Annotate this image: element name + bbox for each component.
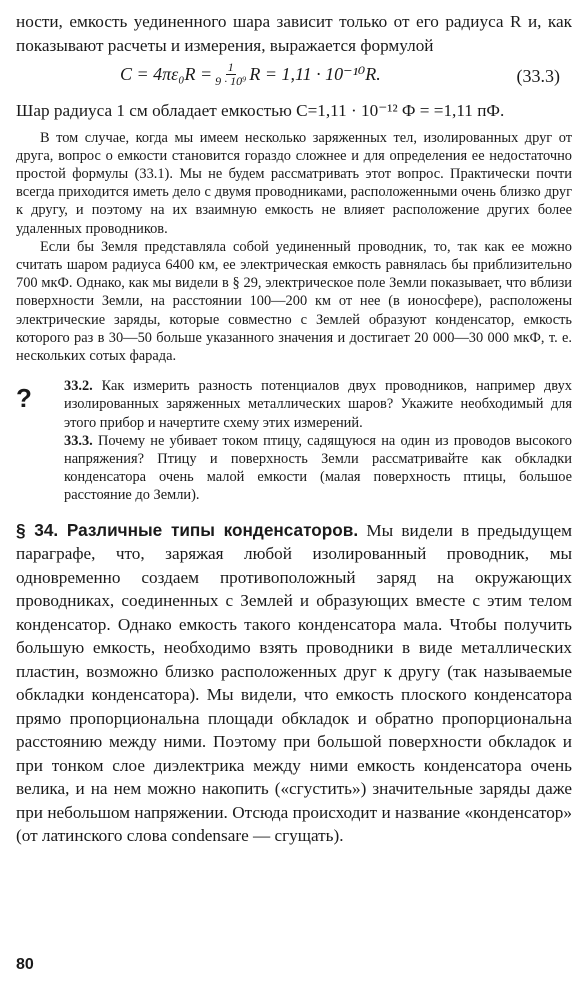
formula-rhs: R = 1,11 · 10⁻¹⁰R. bbox=[249, 64, 381, 84]
question-mark-icon: ? bbox=[16, 383, 32, 414]
page-number: 80 bbox=[16, 956, 34, 973]
example-paragraph: Шар радиуса 1 см обладает емкостью C=1,11 · 10⁻¹² Ф = =1,11 пФ. bbox=[16, 101, 505, 120]
question-33-2 bbox=[64, 377, 572, 432]
fraction-numerator: 1 bbox=[227, 60, 234, 74]
formula-lhs: C = 4πε₀R = bbox=[120, 64, 213, 84]
formula-fraction bbox=[215, 61, 246, 88]
section-paragraph bbox=[16, 519, 572, 848]
question-number: 33.2. bbox=[64, 378, 93, 395]
equation-number: (33.3) bbox=[516, 66, 560, 86]
question-number: 33.3. bbox=[64, 432, 93, 449]
fraction-denominator: 9 · 10⁹ bbox=[215, 74, 247, 88]
question-33-3 bbox=[64, 432, 572, 505]
question-text: Почему не убивает током птицу, садящуюся на один из проводов высокого напряжения? Птицу и поверхность Земли рассматривайте как обкладки конденсатора очень малой емкости (малая поверхность птицы, большое расстояние до Земли). bbox=[64, 432, 572, 504]
book-page bbox=[16, 10, 572, 848]
questions-block bbox=[16, 377, 572, 504]
section-text: Мы видели в предыдущем параграфе, что, заряжая любой изолированный проводник, мы одновременно создаем противоположный заряд на окружающих проводниках, соединенных с Землей и образующих вместе с этим телом конденсатор. Однако емкость такого конденсатора мала. Чтобы получить большую емкость, необходимо взять проводники в виде металлических пластин, возможно близко расположенных друг к другу (так называемые обкладки конденсатора). Мы видели, что емкость плоского конденсатора прямо пропорциональна площади обкладок и обратно пропорциональна расстоянию между ними. Поэтому при большой поверхности обкладок и при тонком слое диэлектрика между ними емкость конденсатора очень велика, и на нем можно накопить («сгустить») значительные заряды даже при небольшом напряжении. Отсюда происходит и название «конденсатор» (от латинского слова condensare — сгущать). bbox=[16, 520, 572, 846]
intro-paragraph: ности, емкость уединенного шара зависит только от его радиуса R и, как показывают расчеты и измерения, выражается формулой bbox=[16, 12, 572, 55]
question-text: Как измерить разность потенциалов двух проводников, например двух изолированных заряженных металлических шаров? Укажите необходимый для этого прибор и начертите схему этих измерений. bbox=[64, 378, 572, 431]
small-paragraph-2: Если бы Земля представляла собой уединенный проводник, то, так как ее можно считать шаром радиуса 6400 км, ее электрическая емкость равнялась бы приблизительно 700 мкФ. Однако, как мы видели в § 29, электрическое поле Земли показывает, что вблизи поверхности Земли, на расстоянии 100—200 км от нее (в ионосфере), расположены электрические заряды, которые совместно с Землей образуют конденсатор, емкость которого раз в 30—50 больше указанного значения и достигает 20 000—30 000 мкФ, т. е. нескольких сотых фарада. bbox=[16, 238, 572, 364]
capacity-formula bbox=[16, 57, 572, 99]
section-heading: § 34. Различные типы конденсаторов. bbox=[16, 519, 359, 540]
small-paragraph-1: В том случае, когда мы имеем несколько заряженных тел, изолированных друг от друга, вопрос о емкости становится гораздо сложнее и для определения ее недостаточно простой формулы (33.1). Мы не будем рассматривать этот вопрос. Практически почти всегда приходится иметь дело с двумя проводниками, расположенными очень близко друг к другу, и поэтому на их взаимную емкость не влияет расположение других более удаленных проводников. bbox=[16, 129, 572, 237]
section-34 bbox=[16, 519, 572, 848]
formula-expression bbox=[120, 61, 381, 88]
